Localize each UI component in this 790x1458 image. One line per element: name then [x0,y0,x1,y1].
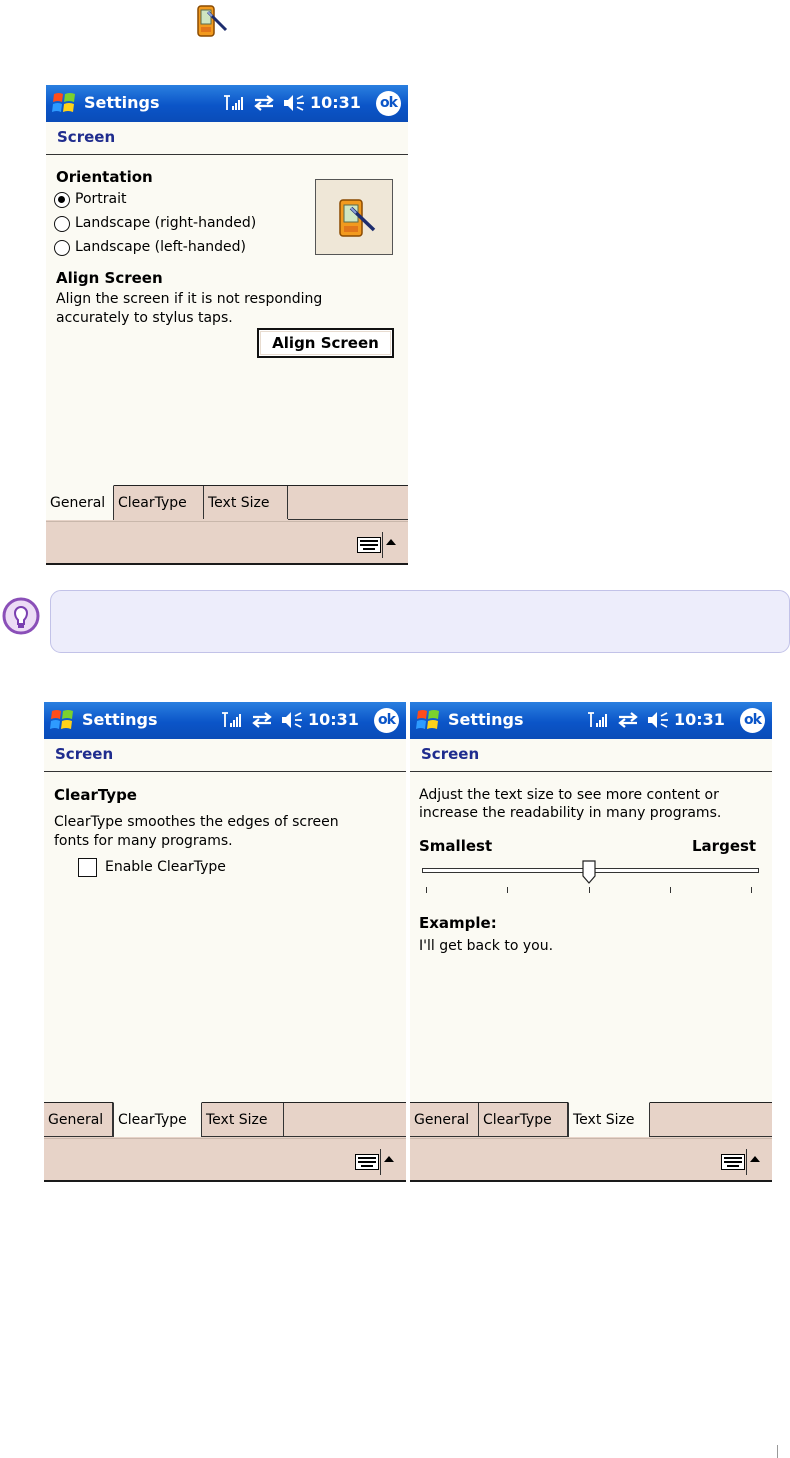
tab-text-size[interactable]: Text Size [568,1102,650,1137]
signal-strength-icon[interactable] [223,94,245,112]
volume-icon[interactable] [282,94,306,112]
cleartype-label: ClearType [54,786,137,804]
text-size-slider-thumb[interactable] [582,860,596,884]
connectivity-icon[interactable] [253,94,275,112]
signal-strength-icon[interactable] [221,711,243,729]
tab-cleartype[interactable]: ClearType [113,1102,202,1137]
volume-icon[interactable] [280,711,304,729]
clock[interactable]: 10:31 [310,93,361,112]
slider-tick [589,887,590,893]
orientation-label: Orientation [56,168,153,186]
clock[interactable]: 10:31 [674,710,725,729]
cleartype-description-line2: fonts for many programs. [54,833,233,849]
page-title: Screen [421,745,480,763]
connectivity-icon[interactable] [251,711,273,729]
keyboard-icon[interactable] [355,1154,379,1170]
title-bar [46,85,408,122]
keyboard-icon[interactable] [357,537,381,553]
example-text: I'll get back to you. [419,938,554,954]
input-menu-arrow-icon[interactable] [386,539,396,545]
tab-strip [46,485,408,522]
screen-settings-general [46,85,408,565]
radio-portrait-label[interactable]: Portrait [75,191,127,207]
page-edge-mark [777,1445,778,1458]
tab-text-size[interactable]: Text Size [202,1103,284,1136]
tab-general[interactable]: General [44,1103,113,1136]
enable-cleartype-label[interactable]: Enable ClearType [105,859,226,875]
ok-button[interactable]: ok [740,708,765,733]
connectivity-icon[interactable] [617,711,639,729]
slider-tick [426,887,427,893]
tab-strip-line [202,1136,406,1137]
clock[interactable]: 10:31 [308,710,359,729]
tab-strip [44,1102,406,1139]
start-menu-icon[interactable] [51,91,77,116]
tip-box [50,590,790,653]
tab-cleartype[interactable]: ClearType [479,1103,568,1136]
radio-landscape-left[interactable] [54,240,70,256]
app-title[interactable]: Settings [82,710,158,729]
title-bar [410,702,772,739]
ok-button[interactable]: ok [374,708,399,733]
input-menu-arrow-icon[interactable] [750,1156,760,1162]
pda-orientation-icon [190,0,230,42]
radio-landscape-right[interactable] [54,216,70,232]
divider [380,1149,381,1175]
align-screen-heading: Align Screen [56,269,163,287]
start-menu-icon[interactable] [415,708,441,733]
tab-strip-line [410,1136,568,1137]
slider-max-label: Largest [692,837,757,855]
divider [410,771,772,772]
title-bar [44,702,406,739]
tab-cleartype[interactable]: ClearType [114,486,204,519]
orientation-preview-image [315,179,393,255]
slider-tick [507,887,508,893]
command-bar [410,1138,772,1181]
enable-cleartype-checkbox[interactable] [78,858,97,877]
lightbulb-icon [2,596,40,636]
screen-settings-text-size [410,702,772,1182]
text-size-description-line2: increase the readability in many programs. [419,805,722,821]
signal-strength-icon[interactable] [587,711,609,729]
tab-general[interactable]: General [46,485,114,520]
tab-text-size[interactable]: Text Size [204,486,288,519]
keyboard-icon[interactable] [721,1154,745,1170]
page-title: Screen [57,128,116,146]
example-label: Example: [419,914,497,932]
text-size-description-line1: Adjust the text size to see more content or [419,787,719,803]
slider-min-label: Smallest [419,837,493,855]
command-bar [46,521,408,564]
app-title[interactable]: Settings [84,93,160,112]
start-menu-icon[interactable] [49,708,75,733]
tab-strip-line [650,1136,772,1137]
divider [44,771,406,772]
radio-landscape-left-label[interactable]: Landscape (left-handed) [75,239,247,255]
tab-strip-line [44,1136,113,1137]
ok-button[interactable]: ok [376,91,401,116]
pda-orientation-icon [316,180,392,254]
tab-strip [410,1102,772,1139]
align-description-line1: Align the screen if it is not responding [56,291,323,307]
align-description-line2: accurately to stylus taps. [56,310,233,326]
radio-portrait[interactable] [54,192,70,208]
page-title: Screen [55,745,114,763]
slider-tick [670,887,671,893]
screen-settings-cleartype [44,702,406,1182]
cleartype-description-line1: ClearType smoothes the edges of screen [54,814,339,830]
divider [382,532,383,558]
volume-icon[interactable] [646,711,670,729]
tab-general[interactable]: General [410,1103,479,1136]
slider-tick [751,887,752,893]
input-menu-arrow-icon[interactable] [384,1156,394,1162]
command-bar [44,1138,406,1181]
divider [746,1149,747,1175]
tab-strip-line [288,519,408,520]
app-title[interactable]: Settings [448,710,524,729]
align-screen-button[interactable]: Align Screen [257,328,394,358]
radio-landscape-right-label[interactable]: Landscape (right-handed) [75,215,257,231]
divider [46,154,408,155]
